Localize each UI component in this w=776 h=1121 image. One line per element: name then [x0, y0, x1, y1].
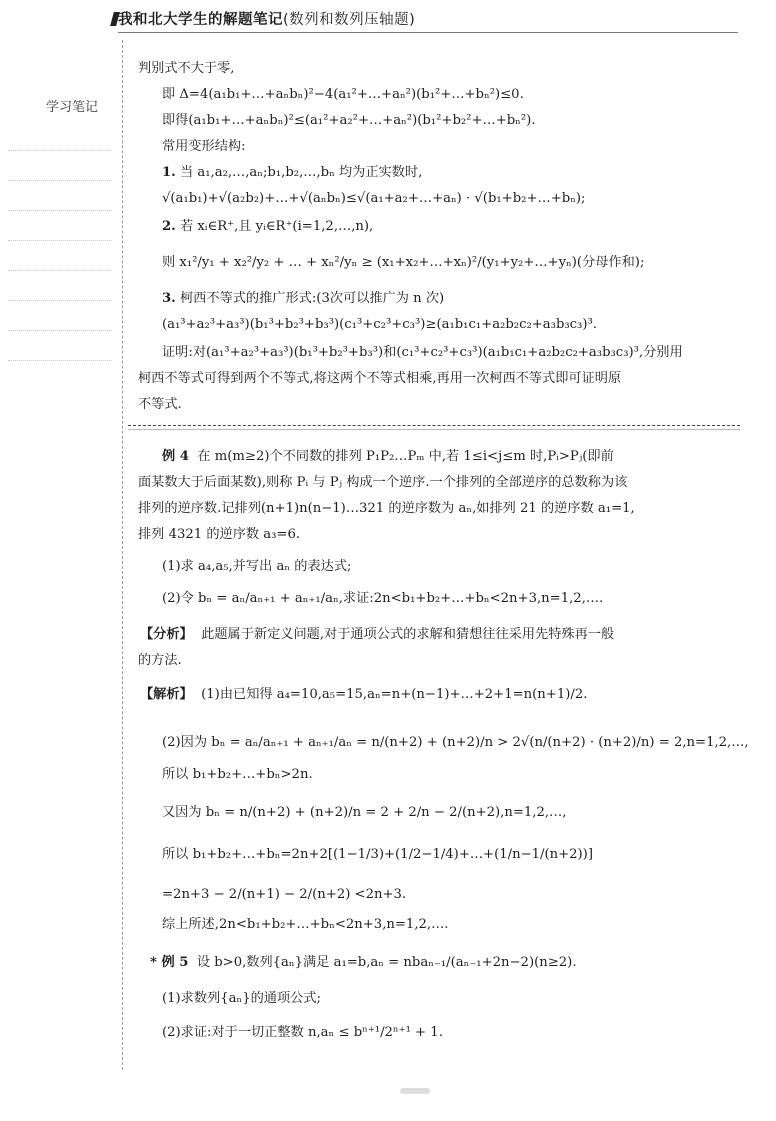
notes-line: 柯西不等式可得到两个不等式,将这两个不等式相乘,再用一次柯西不等式即可证明原	[138, 371, 622, 386]
solution-text: 所以 b₁+b₂+…+bₙ>2n.	[162, 767, 313, 782]
example-text: 在 m(m≥2)个不同数的排列 P₁P₂…Pₘ 中,若 1≤i<j≤m 时,Pᵢ>Pⱼ(即前	[197, 449, 614, 464]
notes-formula: (a₁³+a₂³+a₃³)(b₁³+b₂³+b₃³)(c₁³+c₂³+c₃³)≥(a₁b₁c₁+a₂b₂c₂+a₃b₃c₃)³.	[162, 317, 597, 332]
example-text: 设 b>0,数列{aₙ}满足 a₁=b,aₙ = nbaₙ₋₁/(aₙ₋₁+2n−2)(n≥2).	[196, 955, 577, 970]
example-text: 排列的逆序数.记排列(n+1)n(n−1)…321 的逆序数为 aₙ,如排列 21 的逆序数 a₁=1,	[138, 501, 635, 516]
notes-item	[162, 290, 444, 308]
item-text: 若 xᵢ∈R⁺,且 yᵢ∈R⁺(i=1,2,…,n),	[179, 219, 374, 234]
header-subtitle: (数列和数列压轴题)	[283, 12, 416, 28]
question: (2)令 bₙ = aₙ/aₙ₊₁ + aₙ₊₁/aₙ,求证:2n<b₁+b₂+…+bₙ<2n+3,n=1,2,….	[162, 591, 604, 606]
analysis-label: 【分析】	[140, 627, 193, 642]
notes-line: 即 Δ=4(a₁b₁+…+aₙbₙ)²−4(a₁²+…+aₙ²)(b₁²+…+bₙ²)≤0.	[162, 87, 524, 102]
solution-text: =2n+3 − 2/(n+1) − 2/(n+2) <2n+3.	[162, 887, 407, 902]
example-text: 面某数大于后面某数),则称 Pᵢ 与 Pⱼ 构成一个逆序.一个排列的全部逆序的总数称为该	[138, 475, 628, 490]
solution-text: 所以 b₁+b₂+…+bₙ=2n+2[(1−1/3)+(1/2−1/4)+…+(1/n−1/(n+2))]	[162, 847, 593, 862]
solution-text: (1)由已知得 a₄=10,a₅=15,aₙ=n+(n−1)+…+2+1=n(n+1)/2.	[201, 687, 588, 702]
section-divider	[128, 425, 740, 426]
section-divider	[128, 429, 740, 430]
solution-text: 综上所述,2n<b₁+b₂+…+bₙ<2n+3,n=1,2,….	[162, 917, 449, 932]
example-paragraph	[150, 954, 577, 972]
analysis-text: 的方法.	[138, 653, 182, 668]
question: (1)求 a₄,a₅,并写出 aₙ 的表达式;	[162, 559, 352, 574]
solution-text: (2)因为 bₙ = aₙ/aₙ₊₁ + aₙ₊₁/aₙ = n/(n+2) + (n+2)/n > 2√(n/(n+2) · (n+2)/n) = 2,n=1,2,…,	[162, 735, 749, 750]
notes-line: 证明:对(a₁³+a₂³+a₃³)(b₁³+b₂³+b₃³)和(c₁³+c₂³+c₃³)(a₁b₁c₁+a₂b₂c₂+a₃b₃c₃)³,分别用	[162, 345, 683, 360]
item-number: 2.	[162, 219, 176, 234]
example-label: 例 4	[162, 449, 189, 464]
header-rule	[118, 32, 738, 33]
notes-item	[162, 218, 373, 236]
example-label: * 例 5	[150, 955, 189, 970]
question: (2)求证:对于一切正整数 n,aₙ ≤ bⁿ⁺¹/2ⁿ⁺¹ + 1.	[162, 1025, 443, 1040]
solution-text: 又因为 bₙ = n/(n+2) + (n+2)/n = 2 + 2/n − 2/(n+2),n=1,2,…,	[162, 805, 567, 820]
example-text: 排列 4321 的逆序数 a₃=6.	[138, 527, 301, 542]
notes-formula: 则 x₁²/y₁ + x₂²/y₂ + … + xₙ²/yₙ ≥ (x₁+x₂+…+xₙ)²/(y₁+y₂+…+yₙ)(分母作和);	[162, 255, 645, 270]
notes-line: 即得(a₁b₁+…+aₙbₙ)²≤(a₁²+a₂²+…+aₙ²)(b₁²+b₂²+…+bₙ²).	[162, 113, 536, 128]
item-text: 当 a₁,a₂,…,aₙ;b₁,b₂,…,bₙ 均为正实数时,	[179, 165, 423, 180]
item-number: 1.	[162, 165, 176, 180]
solution-label: 【解析】	[140, 687, 193, 702]
analysis-text: 此题属于新定义问题,对于通项公式的求解和猜想往往采用先特殊再一般	[201, 627, 615, 642]
question: (1)求数列{aₙ}的通项公式;	[162, 991, 321, 1006]
scan-artifact	[400, 1088, 430, 1094]
notes-line: 不等式.	[138, 397, 182, 412]
example-paragraph	[162, 448, 614, 466]
running-header	[118, 8, 415, 29]
header-title: 我和北大学生的解题笔记	[118, 12, 283, 28]
item-text: 柯西不等式的推广形式:(3次可以推广为 n 次)	[179, 291, 445, 306]
analysis-paragraph	[140, 626, 614, 644]
item-number: 3.	[162, 291, 176, 306]
margin-rule	[122, 40, 123, 1070]
solution-paragraph	[140, 686, 587, 704]
notes-line: 常用变形结构:	[162, 139, 246, 154]
notes-line: 判别式不大于零,	[138, 61, 235, 76]
sidebar-label: 学习笔记	[46, 100, 99, 115]
notes-item	[162, 164, 422, 182]
notes-formula: √(a₁b₁)+√(a₂b₂)+…+√(aₙbₙ)≤√(a₁+a₂+…+aₙ) · √(b₁+b₂+…+bₙ);	[162, 191, 586, 206]
